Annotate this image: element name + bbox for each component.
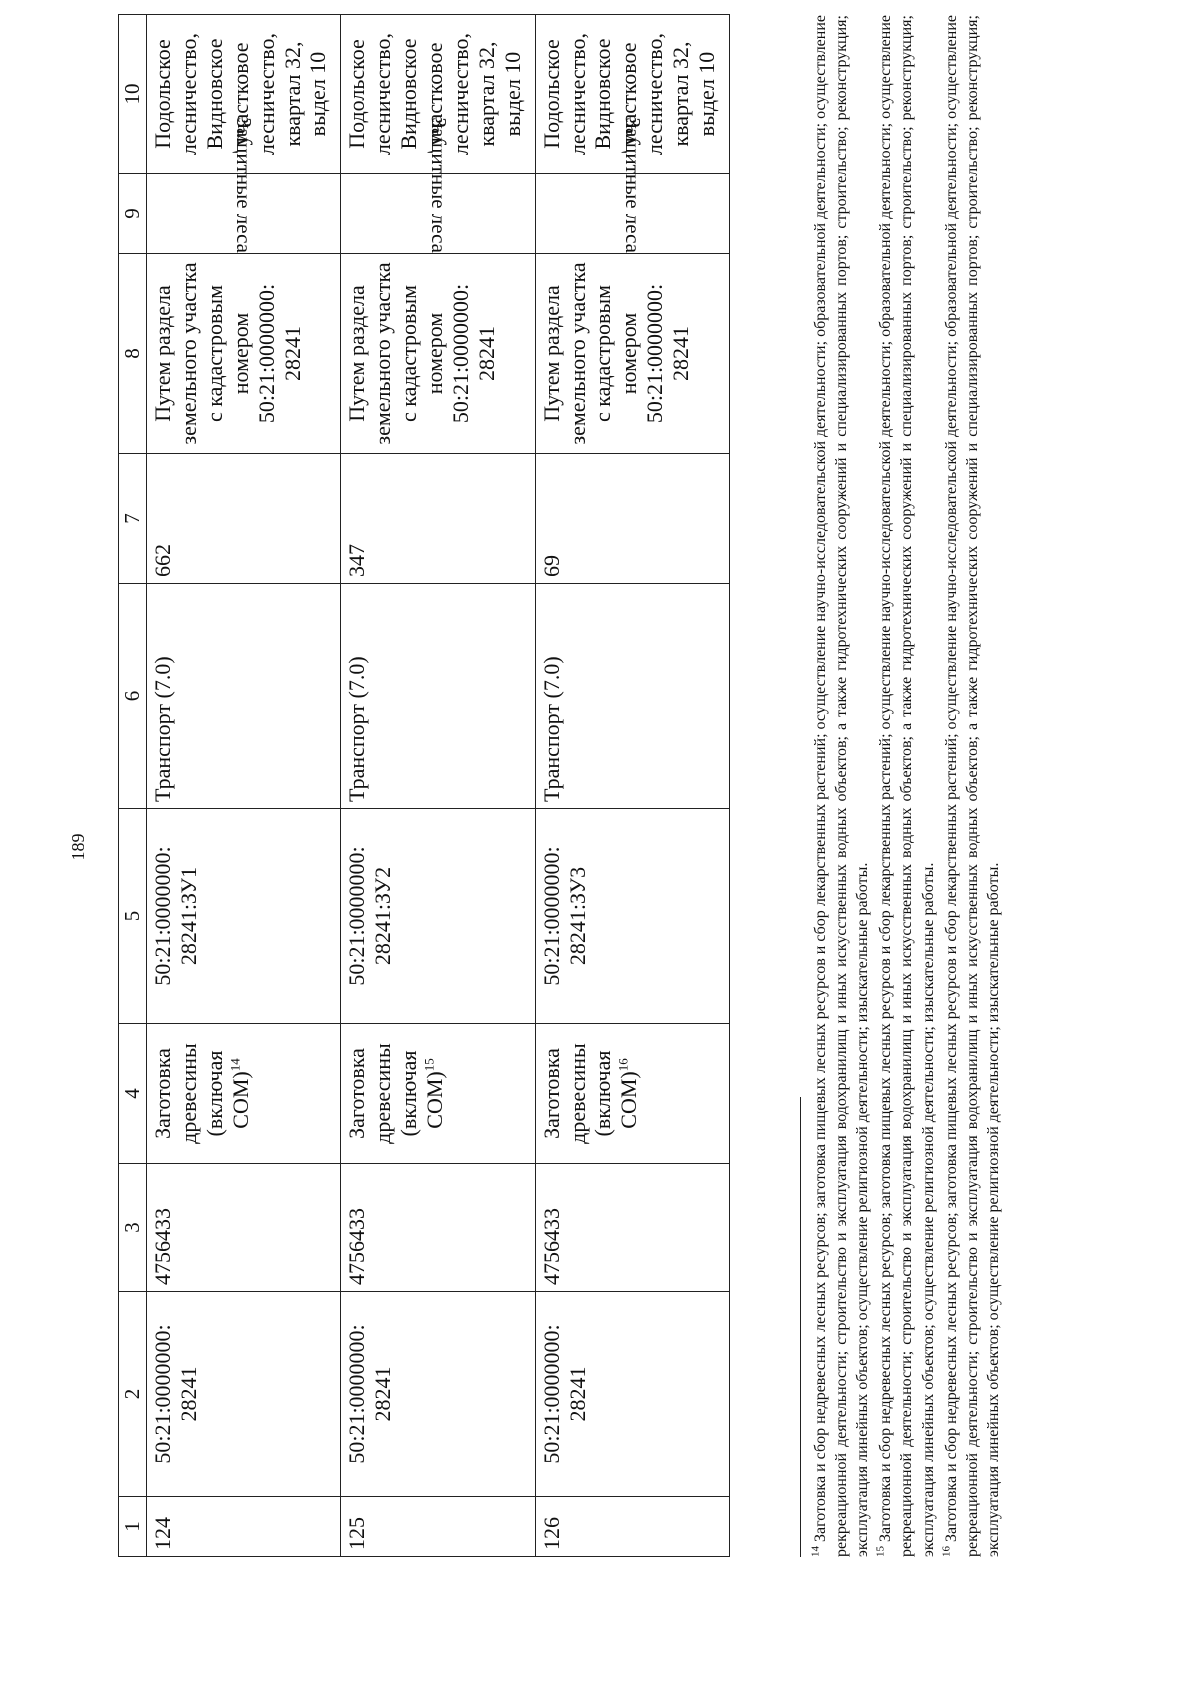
formation-method: Путем раздела земельного участка с кадастровым номером 50:21:0000000: 28241	[535, 254, 729, 454]
forest-category: Защитные леса	[426, 117, 451, 253]
footnote-number: 15	[875, 1546, 887, 1557]
forest-category-cell	[341, 117, 535, 254]
forest-use-type	[341, 1024, 535, 1164]
footnote	[941, 15, 1004, 1557]
column-number: 5	[119, 809, 147, 1024]
table-row	[341, 15, 535, 1557]
footnote-text: Заготовка и сбор недревесных лесных ресурсов; заготовка пищевых лесных ресурсов и сбор лекарственных растений; осуществление научно-исследовательской деятельности; образовательной деятельности; осуществление рекреационной деятельности; строительство и эксплуатация водохранилищ и иных искусственных водных объектов; а также гидротехнических сооружений и специализированных портов; строительство; реконструкция; эксплуатация линейных объектов; осуществление религиозной деятельности; изыскательные работы.	[942, 14, 1002, 1557]
formation-method: Путем раздела земельного участка с кадастровым номером 50:21:0000000: 28241	[146, 254, 340, 454]
column-number: 1	[119, 1497, 147, 1557]
plot-area: 69	[535, 454, 729, 584]
new-plot-number: 50:21:0000000: 28241:ЗУ1	[146, 809, 340, 1024]
column-number: 8	[119, 254, 147, 454]
forest-location: Подольское лесничество, Видновское участковое лесничество, квартал 32, выдел 10	[535, 15, 729, 174]
column-number-row	[119, 15, 147, 1557]
formation-method: Путем раздела земельного участка с кадастровым номером 50:21:0000000: 28241	[341, 254, 535, 454]
area-value: 4756433	[535, 1164, 729, 1292]
permitted-use: Транспорт (7.0)	[535, 584, 729, 809]
footnote-ref: 16	[616, 1058, 632, 1072]
permitted-use: Транспорт (7.0)	[341, 584, 535, 809]
footnote-number: 14	[809, 1546, 822, 1557]
forest-category: Защитные леса	[232, 117, 257, 253]
forest-use-type	[535, 1024, 729, 1164]
column-number: 2	[119, 1292, 147, 1497]
column-number: 7	[119, 454, 147, 584]
footnote-ref: 15	[421, 1058, 437, 1072]
source-cadastral-number: 50:21:0000000: 28241	[146, 1292, 340, 1497]
footnote-number: 16	[940, 1546, 953, 1557]
forest-use-type-text: Заготовка древесины (включая СОМ)	[538, 1043, 642, 1144]
forest-category-cell	[535, 117, 729, 254]
forest-category: Защитные леса	[621, 117, 646, 253]
footnote-ref: 14	[227, 1058, 243, 1072]
footnotes	[810, 15, 1006, 1557]
column-number: 3	[119, 1164, 147, 1292]
forest-location: Подольское лесничество, Видновское участковое лесничество, квартал 32, выдел 10	[341, 15, 535, 174]
area-value: 4756433	[146, 1164, 340, 1292]
source-cadastral-number: 50:21:0000000: 28241	[341, 1292, 535, 1497]
footnote-text: Заготовка и сбор недревесных лесных ресурсов; заготовка пищевых лесных ресурсов и сбор лекарственных растений; осуществление научно-исследовательской деятельности; образовательной деятельности; осуществление рекреационной деятельности; строительство и эксплуатация водохранилищ и иных искусственных водных объектов; а также гидротехнических сооружений и специализированных портов; строительство; реконструкция; эксплуатация линейных объектов; осуществление религиозной деятельности; изыскательные работы.	[812, 14, 872, 1557]
footnote-text: Заготовка и сбор недревесных лесных ресурсов; заготовка пищевых лесных ресурсов и сбор лекарственных растений; осуществление научно-исследовательской деятельности; образовательной деятельности; осуществление рекреационной деятельности; строительство и эксплуатация водохранилищ и иных искусственных водных объектов; а также гидротехнических сооружений и специализированных портов; строительство; реконструкция; эксплуатация линейных объектов; осуществление религиозной деятельности; изыскательные работы.	[877, 14, 937, 1557]
land-plot-table	[118, 14, 730, 1557]
forest-category-cell	[146, 117, 340, 254]
area-value: 4756433	[341, 1164, 535, 1292]
column-number: 6	[119, 584, 147, 809]
row-number: 126	[535, 1497, 729, 1557]
forest-use-type-text: Заготовка древесины (включая СОМ)	[149, 1043, 253, 1144]
table-row	[535, 15, 729, 1557]
plot-area: 662	[146, 454, 340, 584]
table-row	[146, 15, 340, 1557]
footnote	[875, 15, 938, 1557]
new-plot-number: 50:21:0000000: 28241:ЗУ2	[341, 809, 535, 1024]
new-plot-number: 50:21:0000000: 28241:ЗУ3	[535, 809, 729, 1024]
permitted-use: Транспорт (7.0)	[146, 584, 340, 809]
forest-use-type	[146, 1024, 340, 1164]
forest-location: Подольское лесничество, Видновское участковое лесничество, квартал 32, выдел 10	[146, 15, 340, 174]
column-number: 9	[119, 174, 147, 254]
source-cadastral-number: 50:21:0000000: 28241	[535, 1292, 729, 1497]
footnote-separator	[800, 1097, 801, 1557]
page-number: 189	[68, 833, 88, 861]
column-number: 4	[119, 1024, 147, 1164]
forest-use-type-text: Заготовка древесины (включая СОМ)	[344, 1043, 448, 1144]
plot-area: 347	[341, 454, 535, 584]
row-number: 124	[146, 1497, 340, 1557]
footnote	[810, 15, 873, 1557]
row-number: 125	[341, 1497, 535, 1557]
column-number: 10	[119, 15, 147, 174]
